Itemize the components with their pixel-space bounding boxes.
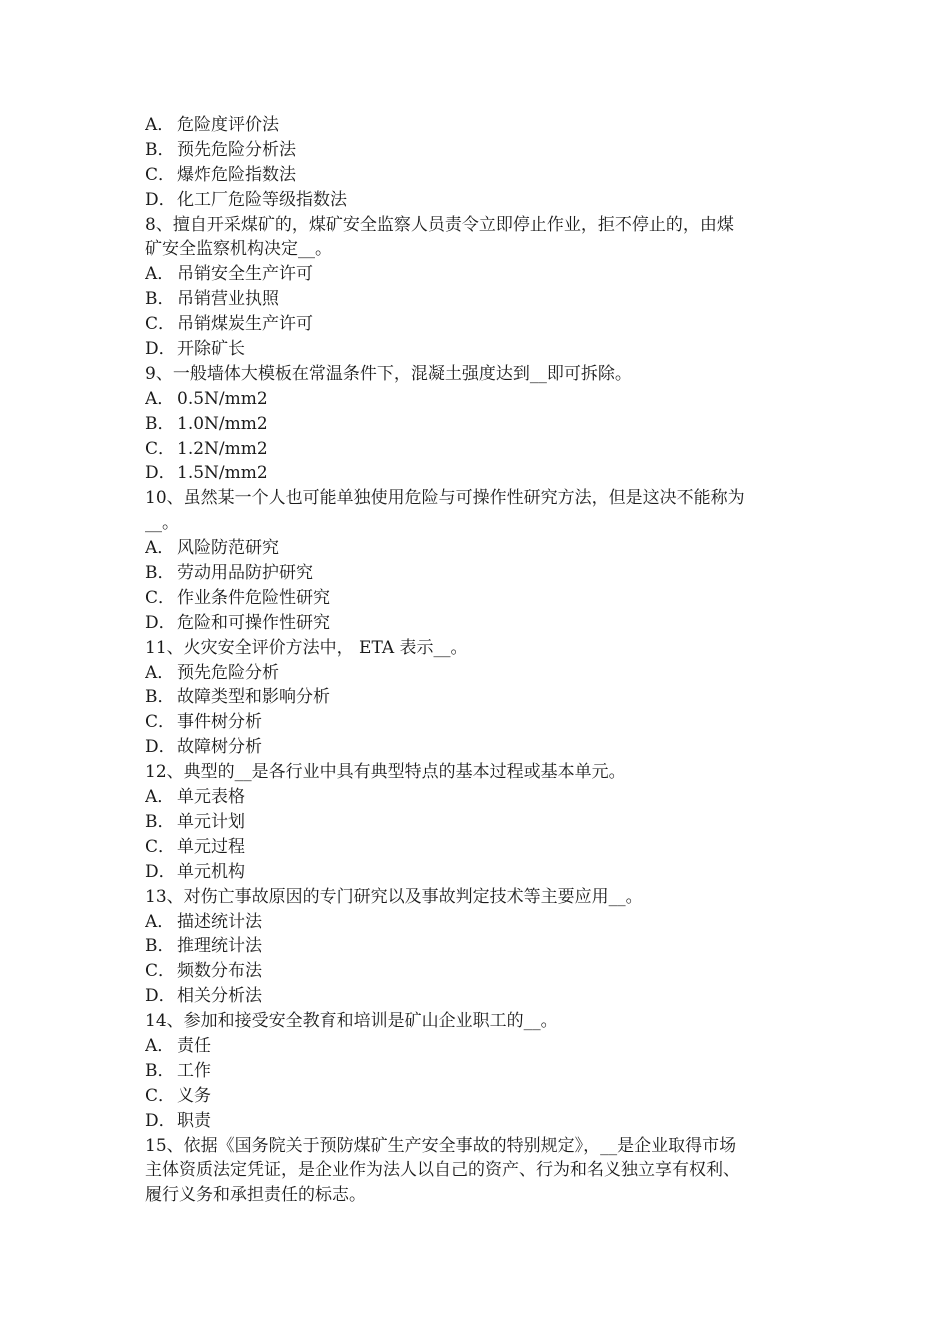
option-letter: D． (145, 463, 176, 484)
option-letter: C． (145, 712, 176, 733)
option-letter: B． (145, 1060, 175, 1081)
option-letter: B． (145, 289, 175, 310)
answer-option (145, 685, 810, 710)
option-text: 单元表格 (177, 787, 245, 808)
answer-option (145, 984, 810, 1009)
answer-option (145, 437, 810, 462)
option-letter: C． (145, 438, 176, 459)
answer-option (145, 1059, 810, 1084)
option-text: 1.5N/mm2 (177, 463, 268, 484)
answer-option (145, 163, 810, 188)
answer-option (145, 412, 810, 437)
option-text: 吊销安全生产许可 (177, 264, 313, 285)
answer-option (145, 959, 810, 984)
answer-option (145, 1109, 810, 1134)
option-text: 1.2N/mm2 (177, 438, 268, 459)
option-text: 作业条件危险性研究 (177, 587, 330, 608)
answer-option (145, 461, 810, 486)
answer-option (145, 188, 810, 213)
option-letter: C． (145, 314, 176, 335)
question-line: 11、火灾安全评价方法中， ETA 表示__。 (145, 637, 468, 658)
option-text: 单元机构 (177, 861, 245, 882)
option-letter: C． (145, 587, 176, 608)
option-text: 风险防范研究 (177, 538, 279, 559)
option-text: 故障类型和影响分析 (177, 687, 330, 708)
option-text: 职责 (177, 1110, 211, 1131)
question-line: 15、依据《国务院关于预防煤矿生产安全事故的特别规定》，__是企业取得市场 (145, 1135, 737, 1156)
option-text: 吊销营业执照 (177, 289, 279, 310)
answer-option (145, 785, 810, 810)
option-letter: B． (145, 139, 175, 160)
answer-option (145, 934, 810, 959)
option-text: 义务 (177, 1085, 211, 1106)
option-letter: B． (145, 563, 175, 584)
option-letter: A． (145, 662, 175, 683)
option-letter: D． (145, 189, 176, 210)
option-text: 危险度评价法 (177, 115, 279, 135)
option-text: 1.0N/mm2 (177, 413, 268, 434)
answer-option (145, 337, 810, 362)
option-text: 预先危险分析 (177, 662, 279, 683)
option-letter: A． (145, 115, 175, 135)
option-text: 化工厂危险等级指数法 (177, 189, 347, 210)
question-line: 14、参加和接受安全教育和培训是矿山企业职工的__。 (145, 1011, 558, 1032)
answer-option (145, 710, 810, 735)
option-letter: A． (145, 1035, 175, 1056)
answer-option (145, 312, 810, 337)
document-body (145, 113, 810, 1208)
question-line: 矿安全监察机构决定__。 (145, 239, 332, 260)
question-line: 8、擅自开采煤矿的，煤矿安全监察人员责令立即停止作业，拒不停止的，由煤 (145, 214, 734, 235)
option-letter: D． (145, 737, 176, 758)
option-letter: D． (145, 339, 176, 360)
option-text: 推理统计法 (177, 936, 262, 957)
answer-option (145, 735, 810, 760)
option-text: 劳动用品防护研究 (177, 563, 313, 584)
answer-option (145, 138, 810, 163)
answer-option (145, 860, 810, 885)
option-letter: D． (145, 1110, 176, 1131)
answer-option (145, 611, 810, 636)
option-text: 责任 (177, 1035, 211, 1056)
option-letter: C． (145, 1085, 176, 1106)
option-letter: A． (145, 538, 175, 559)
option-letter: C． (145, 961, 176, 982)
option-text: 开除矿长 (177, 339, 245, 360)
option-text: 危险和可操作性研究 (177, 612, 330, 633)
answer-option (145, 262, 810, 287)
option-letter: A． (145, 264, 175, 285)
question-line: 9、一般墙体大模板在常温条件下，混凝土强度达到__即可拆除。 (145, 363, 632, 384)
question-line: 10、虽然某一个人也可能单独使用危险与可操作性研究方法，但是这决不能称为 (145, 488, 745, 509)
answer-option (145, 536, 810, 561)
option-text: 单元过程 (177, 836, 245, 857)
option-letter: A． (145, 787, 175, 808)
question-line: 履行义务和承担责任的标志。 (145, 1185, 366, 1206)
question-line: 主体资质法定凭证，是企业作为法人以自己的资产、行为和名义独立享有权利、 (145, 1160, 740, 1181)
answer-option (145, 1084, 810, 1109)
answer-option (145, 910, 810, 935)
answer-option (145, 661, 810, 686)
option-letter: A． (145, 388, 175, 409)
option-text: 工作 (177, 1060, 211, 1081)
answer-option (145, 561, 810, 586)
option-letter: D． (145, 861, 176, 882)
option-letter: B． (145, 413, 175, 434)
answer-option (145, 586, 810, 611)
question-line: 13、对伤亡事故原因的专门研究以及事故判定技术等主要应用__。 (145, 886, 643, 907)
answer-option (145, 1034, 810, 1059)
answer-option (145, 287, 810, 312)
option-letter: B． (145, 687, 175, 708)
option-text: 吊销煤炭生产许可 (177, 314, 313, 335)
option-letter: D． (145, 612, 176, 633)
option-letter: C． (145, 164, 176, 185)
option-text: 事件树分析 (177, 712, 262, 733)
option-letter: C． (145, 836, 176, 857)
answer-option (145, 387, 810, 412)
option-text: 0.5N/mm2 (177, 388, 268, 409)
option-text: 相关分析法 (177, 986, 262, 1007)
answer-option (145, 113, 810, 138)
option-letter: B． (145, 936, 175, 957)
option-text: 预先危险分析法 (177, 139, 296, 160)
option-letter: B． (145, 811, 175, 832)
answer-option (145, 835, 810, 860)
option-text: 爆炸危险指数法 (177, 164, 296, 185)
option-text: 单元计划 (177, 811, 245, 832)
question-line: 12、典型的__是各行业中具有典型特点的基本过程或基本单元。 (145, 762, 626, 783)
answer-option (145, 810, 810, 835)
option-text: 频数分布法 (177, 961, 262, 982)
option-text: 描述统计法 (177, 911, 262, 932)
option-text: 故障树分析 (177, 737, 262, 758)
question-line: __。 (145, 513, 179, 534)
option-letter: D． (145, 986, 176, 1007)
option-letter: A． (145, 911, 175, 932)
